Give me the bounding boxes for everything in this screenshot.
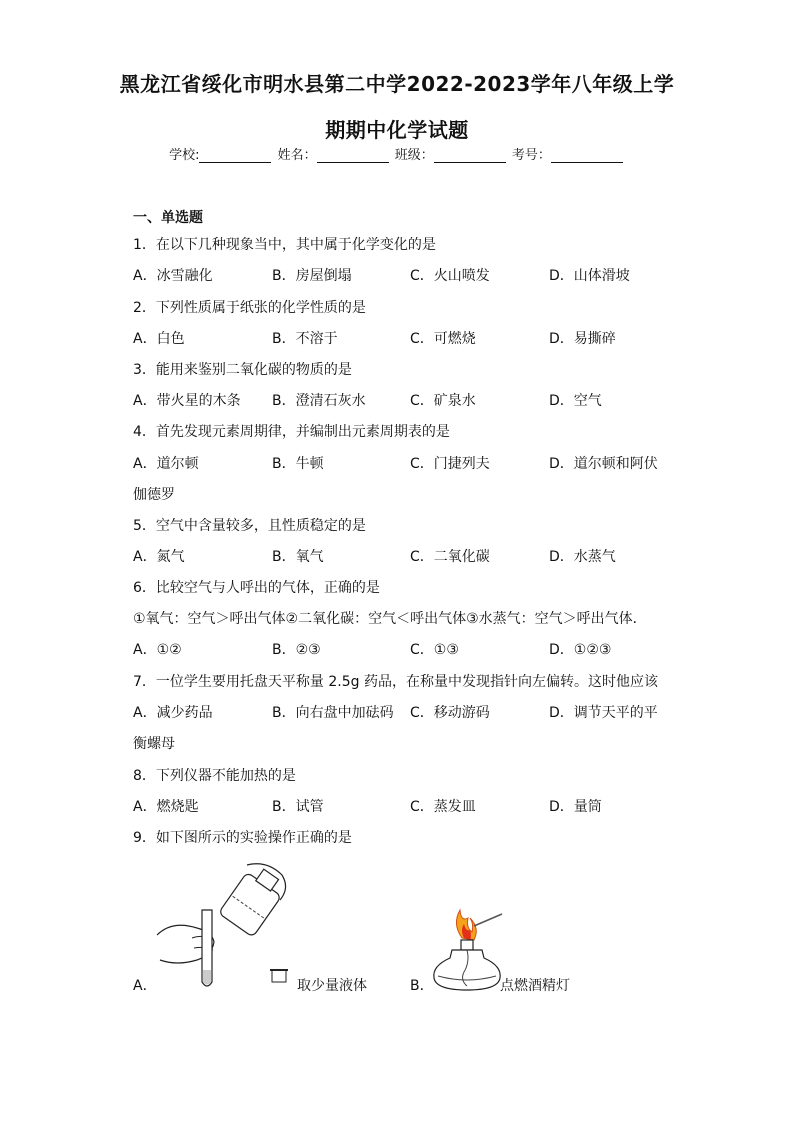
option-b: B．不溶于 — [272, 331, 338, 347]
option-b: B．牛顿 — [272, 456, 324, 472]
option-c: C．可燃烧 — [410, 331, 476, 347]
option-b: B． — [410, 978, 434, 994]
question-stem: 5．空气中含量较多，且性质稳定的是 — [133, 518, 366, 534]
option-a: A．白色 — [133, 331, 185, 347]
question-stem: 4．首先发现元素周期律，并编制出元素周期表的是 — [133, 424, 450, 440]
section-heading: 一、单选题 — [133, 210, 203, 226]
option-a: A．减少药品 — [133, 705, 213, 721]
school-blank[interactable] — [199, 148, 271, 163]
option-a: A．道尔顿 — [133, 456, 199, 472]
question-statements: ①氧气：空气＞呼出气体②二氧化碳：空气＜呼出气体③水蒸气：空气＞呼出气体． — [133, 611, 647, 627]
option-d-wrap: 伽德罗 — [133, 487, 175, 503]
option-a: A．冰雪融化 — [133, 268, 213, 284]
question-stem: 1．在以下几种现象当中，其中属于化学变化的是 — [133, 237, 436, 253]
option-c: C．二氧化碳 — [410, 549, 490, 565]
option-c: C．①③ — [410, 642, 459, 658]
option-a: A．氮气 — [133, 549, 185, 565]
option-d: D．水蒸气 — [549, 549, 616, 565]
option-a: A．①② — [133, 642, 182, 658]
option-b: B．向右盘中加砝码 — [272, 705, 394, 721]
option-b-caption: 点燃酒精灯 — [500, 978, 570, 994]
student-info-row — [0, 144, 794, 163]
option-c: C．门捷列夫 — [410, 456, 490, 472]
class-blank[interactable] — [434, 148, 506, 163]
option-c: C．移动游码 — [410, 705, 490, 721]
option-b: B．氧气 — [272, 549, 324, 565]
question-stem: 2．下列性质属于纸张的化学性质的是 — [133, 300, 366, 316]
question-stem: 3．能用来鉴别二氧化碳的物质的是 — [133, 362, 352, 378]
exam-title-line2: 期期中化学试题 — [325, 118, 469, 142]
name-blank[interactable] — [317, 148, 389, 163]
option-a-caption: 取少量液体 — [297, 978, 367, 994]
question-stem: 6．比较空气与人呼出的气体，正确的是 — [133, 580, 380, 596]
question-stem: 8．下列仪器不能加热的是 — [133, 768, 296, 784]
option-a: A．燃烧匙 — [133, 799, 199, 815]
alcohol-lamp-illustration — [430, 900, 505, 995]
question-stem: 7．一位学生要用托盘天平称量 2.5g 药品，在称量中发现指针向左偏转。这时他应该 — [133, 674, 658, 690]
option-c: C．蒸发皿 — [410, 799, 476, 815]
option-b: B．试管 — [272, 799, 324, 815]
option-d: D．道尔顿和阿伏 — [549, 456, 658, 472]
option-d: D．空气 — [549, 393, 602, 409]
option-d: D．量筒 — [549, 799, 602, 815]
pour-liquid-illustration — [152, 860, 317, 995]
class-label: 班级： — [394, 148, 434, 163]
option-a: A． — [133, 978, 157, 994]
option-d: D．调节天平的平 — [549, 705, 658, 721]
school-label: 学校: — [169, 148, 200, 163]
option-b: B．澄清石灰水 — [272, 393, 366, 409]
option-d: D．易撕碎 — [549, 331, 616, 347]
question-stem: 9．如下图所示的实验操作正确的是 — [133, 830, 352, 846]
option-c: C．矿泉水 — [410, 393, 476, 409]
option-b: B．②③ — [272, 642, 321, 658]
option-c: C．火山喷发 — [410, 268, 490, 284]
name-label: 姓名： — [277, 148, 317, 163]
exam-title-line1: 黑龙江省绥化市明水县第二中学2022-2023学年八年级上学 — [119, 72, 675, 96]
option-d: D．①②③ — [549, 642, 612, 658]
exam-number-label: 考号： — [511, 148, 551, 163]
exam-number-blank[interactable] — [551, 148, 623, 163]
option-b: B．房屋倒塌 — [272, 268, 352, 284]
option-a: A．带火星的木条 — [133, 393, 241, 409]
option-d: D．山体滑坡 — [549, 268, 630, 284]
option-d-wrap: 衡螺母 — [133, 736, 175, 752]
